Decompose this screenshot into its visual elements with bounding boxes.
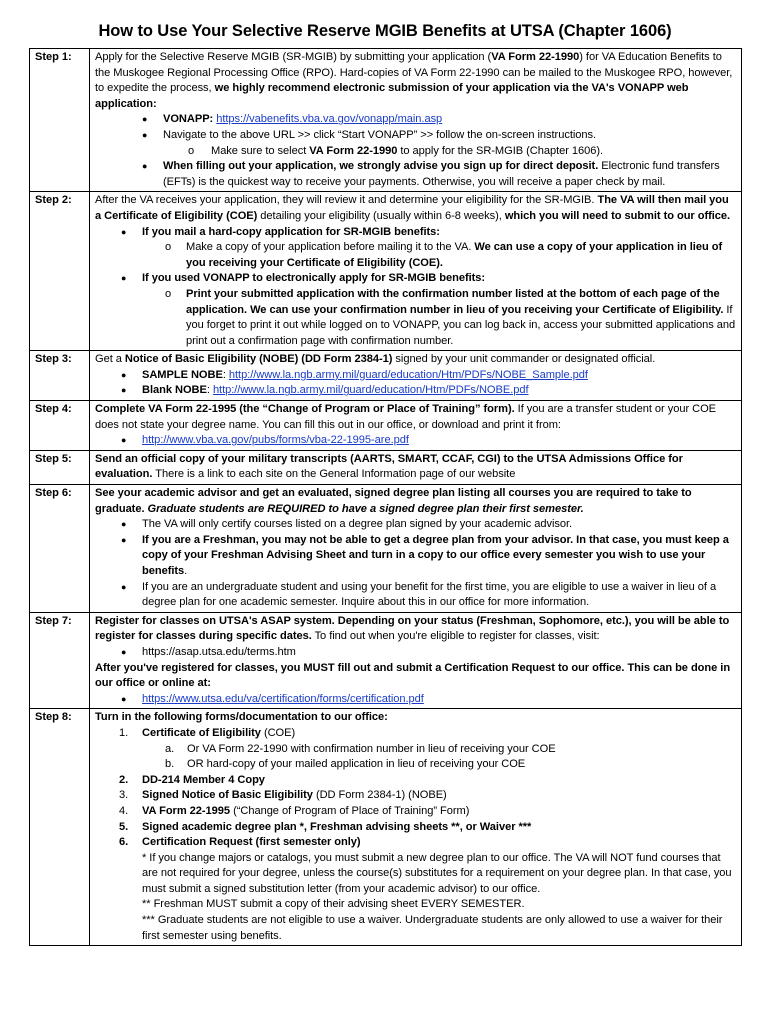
numbered-item: 2. DD-214 Member 4 Copy <box>119 773 265 786</box>
steps-table <box>29 48 742 946</box>
step-row <box>30 49 742 192</box>
step-label: Step 2: <box>30 192 90 351</box>
step-body <box>90 49 742 192</box>
step-intro: See your academic advisor and get an evaluated, signed degree plan listing all courses you are required to take to graduate. Graduate students are REQUIRED to have a signed degree plan their first semester. <box>95 487 692 515</box>
step-body <box>90 612 742 709</box>
list-item: ● SAMPLE NOBE: http://www.la.ngb.army.mil/guard/education/Htm/PDFs/NOBE_Sample.pdf <box>95 368 737 384</box>
bullet-icon: ● <box>121 385 127 396</box>
certification-form-link[interactable]: https://www.utsa.edu/va/certification/forms/certification.pdf <box>142 692 424 705</box>
step-row <box>30 450 742 484</box>
circle-bullet-icon: o <box>188 144 195 157</box>
bullet-icon: ● <box>121 226 127 237</box>
step-body <box>90 192 742 351</box>
circle-bullet-icon: o <box>165 287 172 300</box>
numbered-item: 3. Signed Notice of Basic Eligibility (DD Form 2384-1) (NOBE) <box>119 789 447 802</box>
list-item: o Print your submitted application with the confirmation number listed at the bottom of each page of the application. We can use your confirmation number in lieu of you receiving your Certificate of Eligibility. If you forget to print it out while logged on to VONAPP, you can log back in, access your submitted applications and print out a confirmation page with confirmation number. <box>165 287 736 347</box>
bullet-icon: ● <box>142 129 148 140</box>
footnote: * If you change majors or catalogs, you must submit a new degree plan to our office. The VA will NOT fund courses that are not required for your degree, unless the course(s) substitutes for a requirement on your degree plan. In that case, you must submit a signed substitution letter (from your academic advisor) to our office. <box>142 851 732 895</box>
step-row <box>30 401 742 451</box>
footnote: ** Freshman MUST submit a copy of their advising sheet EVERY SEMESTER. <box>142 898 525 911</box>
list-item: ● When filling out your application, we strongly advise you sign up for direct deposit. Electronic fund transfers (EFTs) is the quickest way to receive your payments. Otherwise, you will receive a paper check by mail. <box>142 160 720 188</box>
step-row <box>30 612 742 709</box>
list-item: ● Navigate to the above URL >> click “Start VONAPP” >> follow the on-screen instructions. <box>95 128 737 144</box>
step-label: Step 1: <box>30 49 90 192</box>
step-intro: Send an official copy of your military transcripts (AARTS, SMART, CCAF, CGI) to the UTSA Admissions Office for evaluation. There is a link to each site on the General Information page of our website <box>95 452 683 481</box>
step-label: Step 8: <box>30 709 90 946</box>
vonapp-link[interactable]: https://vabenefits.vba.va.gov/vonapp/main.asp <box>216 113 443 126</box>
list-item: ● If you are a Freshman, you may not be able to get a degree plan from your advisor. In that case, you must keep a copy of your Freshman Advising Sheet and turn in a copy to our office every semester you wish to use your benefits. <box>121 533 729 577</box>
bullet-icon: ● <box>121 534 127 545</box>
list-item: ● If you are an undergraduate student and using your benefit for the first time, you are eligible to use a waiver in lieu of a degree plan for one academic semester. Inquire about this in our office for more information. <box>121 580 717 609</box>
lettered-item: a. Or VA Form 22-1990 with confirmation number in lieu of receiving your COE <box>165 742 556 755</box>
list-item: ● Blank NOBE: http://www.la.ngb.army.mil/guard/education/Htm/PDFs/NOBE.pdf <box>95 383 737 399</box>
list-item <box>95 645 737 661</box>
list-item: o Make sure to select VA Form 22-1990 to apply for the SR-MGIB (Chapter 1606). <box>95 144 737 160</box>
list-item: ● If you used VONAPP to electronically apply for SR-MGIB benefits: <box>95 271 737 287</box>
list-item <box>95 433 737 449</box>
step-body <box>90 401 742 451</box>
step-body <box>90 351 742 401</box>
numbered-item: 5. Signed academic degree plan *, Freshman advising sheets **, or Waiver *** <box>119 820 532 833</box>
bullet-icon: ● <box>142 114 148 125</box>
bullet-icon: ● <box>121 646 127 657</box>
bullet-icon: ● <box>121 519 127 530</box>
step-label: Step 7: <box>30 612 90 709</box>
step-intro: Get a Notice of Basic Eligibility (NOBE) (DD Form 2384-1) signed by your unit commander or designated official. <box>95 353 656 366</box>
lettered-item: b. OR hard-copy of your mailed application in lieu of receiving your COE <box>165 758 526 771</box>
step-label: Step 6: <box>30 485 90 613</box>
step-body <box>90 709 742 946</box>
step-body <box>90 485 742 613</box>
page-title: How to Use Your Selective Reserve MGIB Benefits at UTSA (Chapter 1606) <box>98 22 672 40</box>
list-item: o Make a copy of your application before mailing it to the VA. We can use a copy of your application in lieu of you receiving your Certificate of Eligibility (COE). <box>165 241 723 269</box>
step-row <box>30 485 742 613</box>
sample-nobe-link[interactable]: http://www.la.ngb.army.mil/guard/education/Htm/PDFs/NOBE_Sample.pdf <box>228 368 588 381</box>
footnote: *** Graduate students are not eligible to use a waiver. Undergraduate students are only allowed to use a waiver for their first semester using benefits. <box>142 914 723 942</box>
step-intro: After the VA receives your application, they will review it and determine your eligibility for the SR-MGIB. The VA will then mail you a Certificate of Eligibility (COE) detailing your eligibility (usually within 6-8 weeks), which you will need to submit to our office. <box>95 194 731 222</box>
bullet-icon: ● <box>121 435 127 446</box>
circle-bullet-icon: o <box>165 241 172 254</box>
list-item: ● If you mail a hard-copy application for SR-MGIB benefits: <box>95 225 737 241</box>
step-intro: Apply for the Selective Reserve MGIB (SR-MGIB) by submitting your application (VA Form 22-1990) for VA Education Benefits to the Muskogee Regional Processing Office (RPO). Hard-copies of VA Form 22-1990 can be mailed to the Muskogee RPO, however, to expedite the process, we highly recommend electronic submission of your application via the VA's VONAPP web application: <box>95 51 733 110</box>
bullet-icon: ● <box>121 369 127 380</box>
step-intro: Complete VA Form 22-1995 (the “Change of Program or Place of Training” form). If you are a transfer student or your COE does not state your degree name. You can fill this out in our office, or download and print it from: <box>95 403 717 431</box>
bullet-icon: ● <box>121 581 127 592</box>
numbered-item: 6. Certification Request (first semester only) <box>119 836 361 849</box>
bullet-icon: ● <box>121 273 127 284</box>
va-form-1995-link[interactable]: http://www.vba.va.gov/pubs/forms/vba-22-1995-are.pdf <box>142 434 409 447</box>
bullet-icon: ● <box>121 693 127 704</box>
step-row <box>30 192 742 351</box>
numbered-item: 4. VA Form 22-1995 (“Change of Program of Place of Training” Form) <box>119 804 470 817</box>
step-intro: Turn in the following forms/documentation to our office: <box>95 711 388 724</box>
step-body <box>90 450 742 484</box>
list-item: ● VONAPP: https://vabenefits.vba.va.gov/vonapp/main.asp <box>95 112 737 128</box>
bullet-icon: ● <box>142 161 148 172</box>
step-intro: Register for classes on UTSA's ASAP system. Depending on your status (Freshman, Sophomore, etc.), you will be able to register for classes during specific dates. To find out when you're eligible to register for classes, visit: <box>95 614 730 643</box>
step-row <box>30 709 742 946</box>
step-label: Step 5: <box>30 450 90 484</box>
blank-nobe-link[interactable]: http://www.la.ngb.army.mil/guard/education/Htm/PDFs/NOBE.pdf <box>212 384 529 397</box>
asap-terms-link[interactable]: https://asap.utsa.edu/terms.htm <box>142 645 296 658</box>
step-label: Step 4: <box>30 401 90 451</box>
step-instruction: After you've registered for classes, you MUST fill out and submit a Certification Request to our office. This can be done in our office or online at: <box>95 661 731 690</box>
list-item: ● The VA will only certify courses listed on a degree plan signed by your academic advisor. <box>95 517 737 533</box>
step-label: Step 3: <box>30 351 90 401</box>
list-item <box>95 692 737 708</box>
numbered-item: 1. Certificate of Eligibility (COE) <box>119 726 296 739</box>
step-row <box>30 351 742 401</box>
